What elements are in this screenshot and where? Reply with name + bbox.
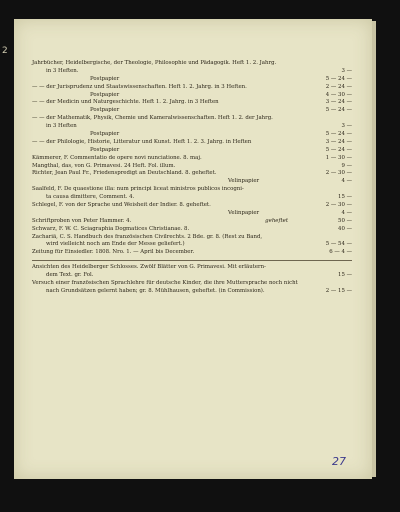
catalog-entry — [32, 241, 352, 249]
entry-price: 15 — — [338, 272, 352, 279]
catalog-entry — [32, 210, 352, 218]
catalog-entry — [32, 264, 352, 272]
page-edge — [372, 21, 376, 477]
handwritten-page-number: 27 — [332, 455, 346, 468]
entry-price: 5 — 24 — — [325, 75, 352, 82]
catalog-entry — [32, 186, 352, 194]
entry-title: Schlegel, F. von der Sprache und Weisheit der Indier. 8. geheftet. — [32, 202, 211, 209]
catalog-entry — [32, 155, 352, 163]
entry-title: Saalfeld, F. De quaestione illa: num principi liceat ministros publicos incogni- — [32, 186, 244, 193]
entry-price: 3 — 24 — — [325, 99, 352, 106]
entry-price: 6 — 4 — — [329, 249, 352, 256]
catalog-entry — [32, 107, 352, 115]
entry-title: wird vielleicht noch am Ende der Messe geliefert.) — [46, 241, 185, 248]
entry-title: Richter, Jean Paul Fr., Friedenspredigt an Deutschland. 8. geheftet. — [32, 170, 217, 177]
entry-title: in 3 Heften. — [46, 67, 79, 74]
entry-title: Postpapier — [90, 91, 120, 98]
entry-price: 2 — 24 — — [325, 83, 352, 90]
entry-note: geheftet — [265, 217, 288, 224]
catalog-entry — [32, 288, 352, 296]
catalog-entry — [32, 84, 352, 92]
entry-title: — — der Mathematik, Physik, Chemie und Kameralwissenschaften. Heft 1. 2. der Jahrg. — [32, 115, 273, 122]
entry-title: Schriftproben von Peter Hammer. 4. — [32, 217, 132, 224]
catalog-entry — [32, 202, 352, 210]
entry-price: 4 — — [341, 209, 352, 216]
entry-price: 2 — 30 — — [325, 202, 352, 209]
catalog-entry — [32, 226, 352, 234]
entry-title: — — der Philologie, Historie, Litteratur und Kunst. Heft 1. 2. 3. Jahrg. in Heften — [32, 138, 252, 145]
entry-price: 3 — — [341, 123, 352, 130]
entry-price: 5 — 24 — — [325, 146, 352, 153]
catalog-entry — [32, 76, 352, 84]
entry-price: 4 — 30 — — [325, 91, 352, 98]
entry-price: 9 — — [341, 162, 352, 169]
catalog-entry — [32, 194, 352, 202]
catalog-entry — [32, 249, 352, 257]
entry-price: 5 — 24 — — [325, 131, 352, 138]
catalog-entry — [32, 99, 352, 107]
entry-title: Zachariä, C. S. Handbuch des französischen Civilrechts. 2 Bde. gr. 8. (Rest zu Band, — [32, 233, 263, 240]
entry-title: in 3 Heften — [46, 123, 77, 130]
catalog-entry — [32, 178, 352, 186]
margin-mark: 2 — [2, 46, 8, 56]
catalog-entry — [32, 123, 352, 131]
entry-title: Postpapier — [90, 107, 120, 114]
entry-price: 15 — — [338, 194, 352, 201]
entry-title: Velinpapier — [228, 178, 260, 185]
catalog-entry — [32, 60, 352, 68]
entry-price: 5 — 54 — — [325, 241, 352, 248]
entry-title: Schwarz, F. W. C. Sciagraphia Dogmatices Christianae. 8. — [32, 225, 190, 232]
entry-title: Ansichten des Heidelberger Schlosses. Zwölf Blätter von G. Primavesi. Mit erläutern- — [32, 264, 266, 271]
entry-price: 5 — 24 — — [325, 107, 352, 114]
entry-price: 2 — 15 — — [325, 287, 352, 294]
entry-title: dem Text. gr. Fol. — [46, 272, 94, 279]
catalog-entry — [32, 272, 352, 280]
entry-title: Postpapier — [90, 131, 120, 138]
catalog-entry — [32, 163, 352, 171]
entry-title: Postpapier — [90, 75, 120, 82]
book-list — [32, 60, 352, 296]
entry-title: Mangthal, das, von G. Primavesi. 24 Heft. Fol. illum. — [32, 162, 176, 169]
catalog-entry — [32, 68, 352, 76]
catalog-entry — [32, 147, 352, 155]
catalog-entry — [32, 280, 352, 288]
entry-title: ta causa dimittere, Comment. 4. — [46, 194, 135, 201]
entry-price: 50 — — [338, 217, 352, 224]
entry-title: Versuch einer französischen Sprachlehre für deutsche Kinder, die ihre Muttersprache noch nicht — [32, 280, 298, 287]
catalog-entry — [32, 170, 352, 178]
catalog-entry — [32, 131, 352, 139]
entry-price: 40 — — [338, 225, 352, 232]
entry-price: 3 — — [341, 67, 352, 74]
entry-title: Velinpapier — [228, 209, 260, 216]
entry-title: nach Grundsätzen gelernt haben; gr. 8. Mühlhausen, geheftet. (in Commission). — [46, 287, 265, 294]
catalog-entry — [32, 218, 352, 226]
entry-title: — — der Medicin und Naturgeschichte. Heft 1. 2. Jahrg. in 3 Heften — [32, 99, 219, 106]
entry-price: 3 — 24 — — [325, 138, 352, 145]
section-divider — [32, 260, 352, 261]
catalog-entry — [32, 139, 352, 147]
entry-title: Postpapier — [90, 146, 120, 153]
entry-title: Jahrbücher, Heidelbergische, der Theologie, Philosophie und Pädagogik. Heft 1. 2. Jahrg. — [32, 60, 277, 66]
entry-title: Kämmerer, F. Commentatio de opere novi nunciatione. 8. maj. — [32, 154, 202, 161]
entry-title: — — der Jurisprudenz und Staatswissenschaften. Heft 1. 2. Jahrg. in 3 Heften. — [32, 83, 247, 90]
entry-price: 4 — — [341, 178, 352, 185]
entry-price: 1 — 30 — — [325, 154, 352, 161]
entry-title: Zeitung für Einsiedler. 1808. Nro. 1. — April bis December. — [32, 249, 195, 256]
entry-price: 2 — 30 — — [325, 170, 352, 177]
catalog-entry — [32, 92, 352, 100]
catalog-entry — [32, 115, 352, 123]
